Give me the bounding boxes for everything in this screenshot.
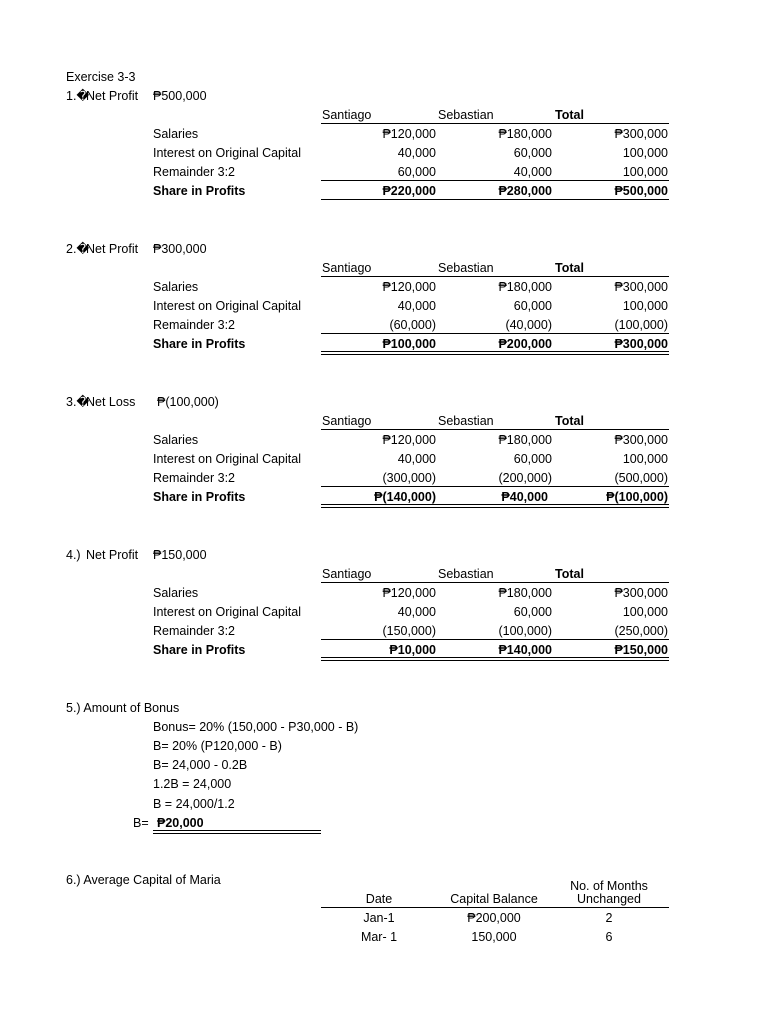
sebastian-value: (40,000) [505,318,552,332]
sebastian-value: 60,000 [513,605,552,619]
col-sebastian: Sebastian [438,261,494,275]
total-value: ₱300,000 [614,433,668,447]
capital-balance-value: ₱200,000 [467,911,521,925]
header-rule [321,429,669,430]
row-label: Share in Profits [153,643,246,657]
sebastian-value: 60,000 [513,146,552,160]
bonus-equation-line: Bonus= 20% (150,000 - P30,000 - B) [153,720,359,734]
section-3-label: Net Loss [86,395,136,409]
bonus-result-label: B= [133,816,149,830]
total-double-rule [321,657,669,661]
bonus-equation-line: B = 24,000/1.2 [153,797,235,811]
col-total: Total [555,414,584,428]
santiago-value: ₱220,000 [382,184,436,198]
santiago-value: ₱120,000 [382,280,436,294]
col-santiago: Santiago [322,108,372,122]
row-label: Share in Profits [153,184,246,198]
sebastian-value: 60,000 [513,299,552,313]
santiago-value: 40,000 [397,146,436,160]
total-value: (500,000) [614,471,668,485]
date-value: Mar- 1 [360,930,398,944]
row-label: Interest on Original Capital [153,605,301,619]
total-value: ₱500,000 [614,184,668,198]
total-value: 100,000 [622,299,668,313]
col-sebastian: Sebastian [438,414,494,428]
col-date: Date [365,892,393,906]
section-4-amount: ₱150,000 [153,548,207,562]
subtotal-rule [321,639,669,640]
section-4-number: 4.) [66,548,81,562]
bonus-equation-line: B= 20% (P120,000 - B) [153,739,282,753]
sebastian-value: ₱200,000 [498,337,552,351]
col-total: Total [555,567,584,581]
sebastian-value: (100,000) [498,624,552,638]
row-label: Salaries [153,127,199,141]
section-1-amount: ₱500,000 [153,89,207,103]
header-rule [321,582,669,583]
capital-balance-value: 150,000 [471,930,517,944]
col-capital-balance: Capital Balance [450,892,538,906]
header-rule [321,123,669,124]
header-rule [321,276,669,277]
average-capital-heading: 6.) Average Capital of Maria [66,873,221,887]
sebastian-value: ₱180,000 [498,586,552,600]
section-1-number: 1.� [66,89,90,103]
santiago-value: ₱120,000 [382,127,436,141]
row-label: Remainder 3:2 [153,624,235,638]
sebastian-value: ₱180,000 [498,433,552,447]
total-value: 100,000 [622,165,668,179]
section-3-number: 3.� [66,395,90,409]
santiago-value: 60,000 [397,165,436,179]
col-total: Total [555,261,584,275]
santiago-value: ₱(140,000) [374,490,436,504]
exercise-title: Exercise 3-3 [66,70,136,84]
total-value: 100,000 [622,452,668,466]
total-value: 100,000 [622,146,668,160]
section-4-label: Net Profit [86,548,139,562]
bonus-equation-line: 1.2B = 24,000 [153,777,232,791]
section-2-label: Net Profit [86,242,139,256]
section-2-number: 2.� [66,242,90,256]
section-2-amount: ₱300,000 [153,242,207,256]
sebastian-value: ₱280,000 [498,184,552,198]
col-months-line2: Unchanged [577,892,641,906]
bonus-result-value: ₱20,000 [157,816,204,830]
santiago-value: (150,000) [382,624,436,638]
total-value: ₱300,000 [614,586,668,600]
col-sebastian: Sebastian [438,108,494,122]
col-santiago: Santiago [322,261,372,275]
row-label: Share in Profits [153,337,246,351]
total-value: 100,000 [622,605,668,619]
col-sebastian: Sebastian [438,567,494,581]
months-value: 6 [605,930,613,944]
row-label: Salaries [153,586,199,600]
total-value: ₱300,000 [614,280,668,294]
row-label: Remainder 3:2 [153,165,235,179]
total-value: (100,000) [614,318,668,332]
sebastian-value: 40,000 [513,165,552,179]
row-label: Interest on Original Capital [153,452,301,466]
bonus-equation-line: B= 24,000 - 0.2B [153,758,248,772]
row-label: Remainder 3:2 [153,318,235,332]
santiago-value: (60,000) [389,318,436,332]
row-label: Interest on Original Capital [153,299,301,313]
sebastian-value: (200,000) [498,471,552,485]
sebastian-value: 60,000 [513,452,552,466]
col-santiago: Santiago [322,414,372,428]
total-rule [321,199,669,200]
total-double-rule [321,351,669,355]
row-label: Share in Profits [153,490,246,504]
santiago-value: ₱10,000 [389,643,436,657]
santiago-value: 40,000 [397,452,436,466]
total-value: ₱300,000 [614,337,668,351]
sebastian-value: ₱40,000 [501,490,548,504]
date-value: Jan-1 [363,911,395,925]
col-total: Total [555,108,584,122]
santiago-value: ₱100,000 [382,337,436,351]
bonus-double-rule [153,830,321,834]
col-santiago: Santiago [322,567,372,581]
bonus-heading: 5.) Amount of Bonus [66,701,180,715]
subtotal-rule [321,180,669,181]
row-label: Remainder 3:2 [153,471,235,485]
santiago-value: ₱120,000 [382,433,436,447]
subtotal-rule [321,486,669,487]
col-months-line1: No. of Months [570,879,648,893]
sebastian-value: ₱140,000 [498,643,552,657]
total-value: (250,000) [614,624,668,638]
row-label: Salaries [153,280,199,294]
total-value: ₱(100,000) [606,490,668,504]
total-value: ₱150,000 [614,643,668,657]
santiago-value: 40,000 [397,299,436,313]
row-label: Interest on Original Capital [153,146,301,160]
santiago-value: (300,000) [382,471,436,485]
header-rule [321,907,669,908]
total-value: ₱300,000 [614,127,668,141]
santiago-value: 40,000 [397,605,436,619]
santiago-value: ₱120,000 [382,586,436,600]
sebastian-value: ₱180,000 [498,127,552,141]
row-label: Salaries [153,433,199,447]
section-3-amount: ₱(100,000) [157,395,219,409]
subtotal-rule [321,333,669,334]
sebastian-value: ₱180,000 [498,280,552,294]
section-1-label: Net Profit [86,89,139,103]
total-double-rule [321,504,669,508]
months-value: 2 [605,911,613,925]
